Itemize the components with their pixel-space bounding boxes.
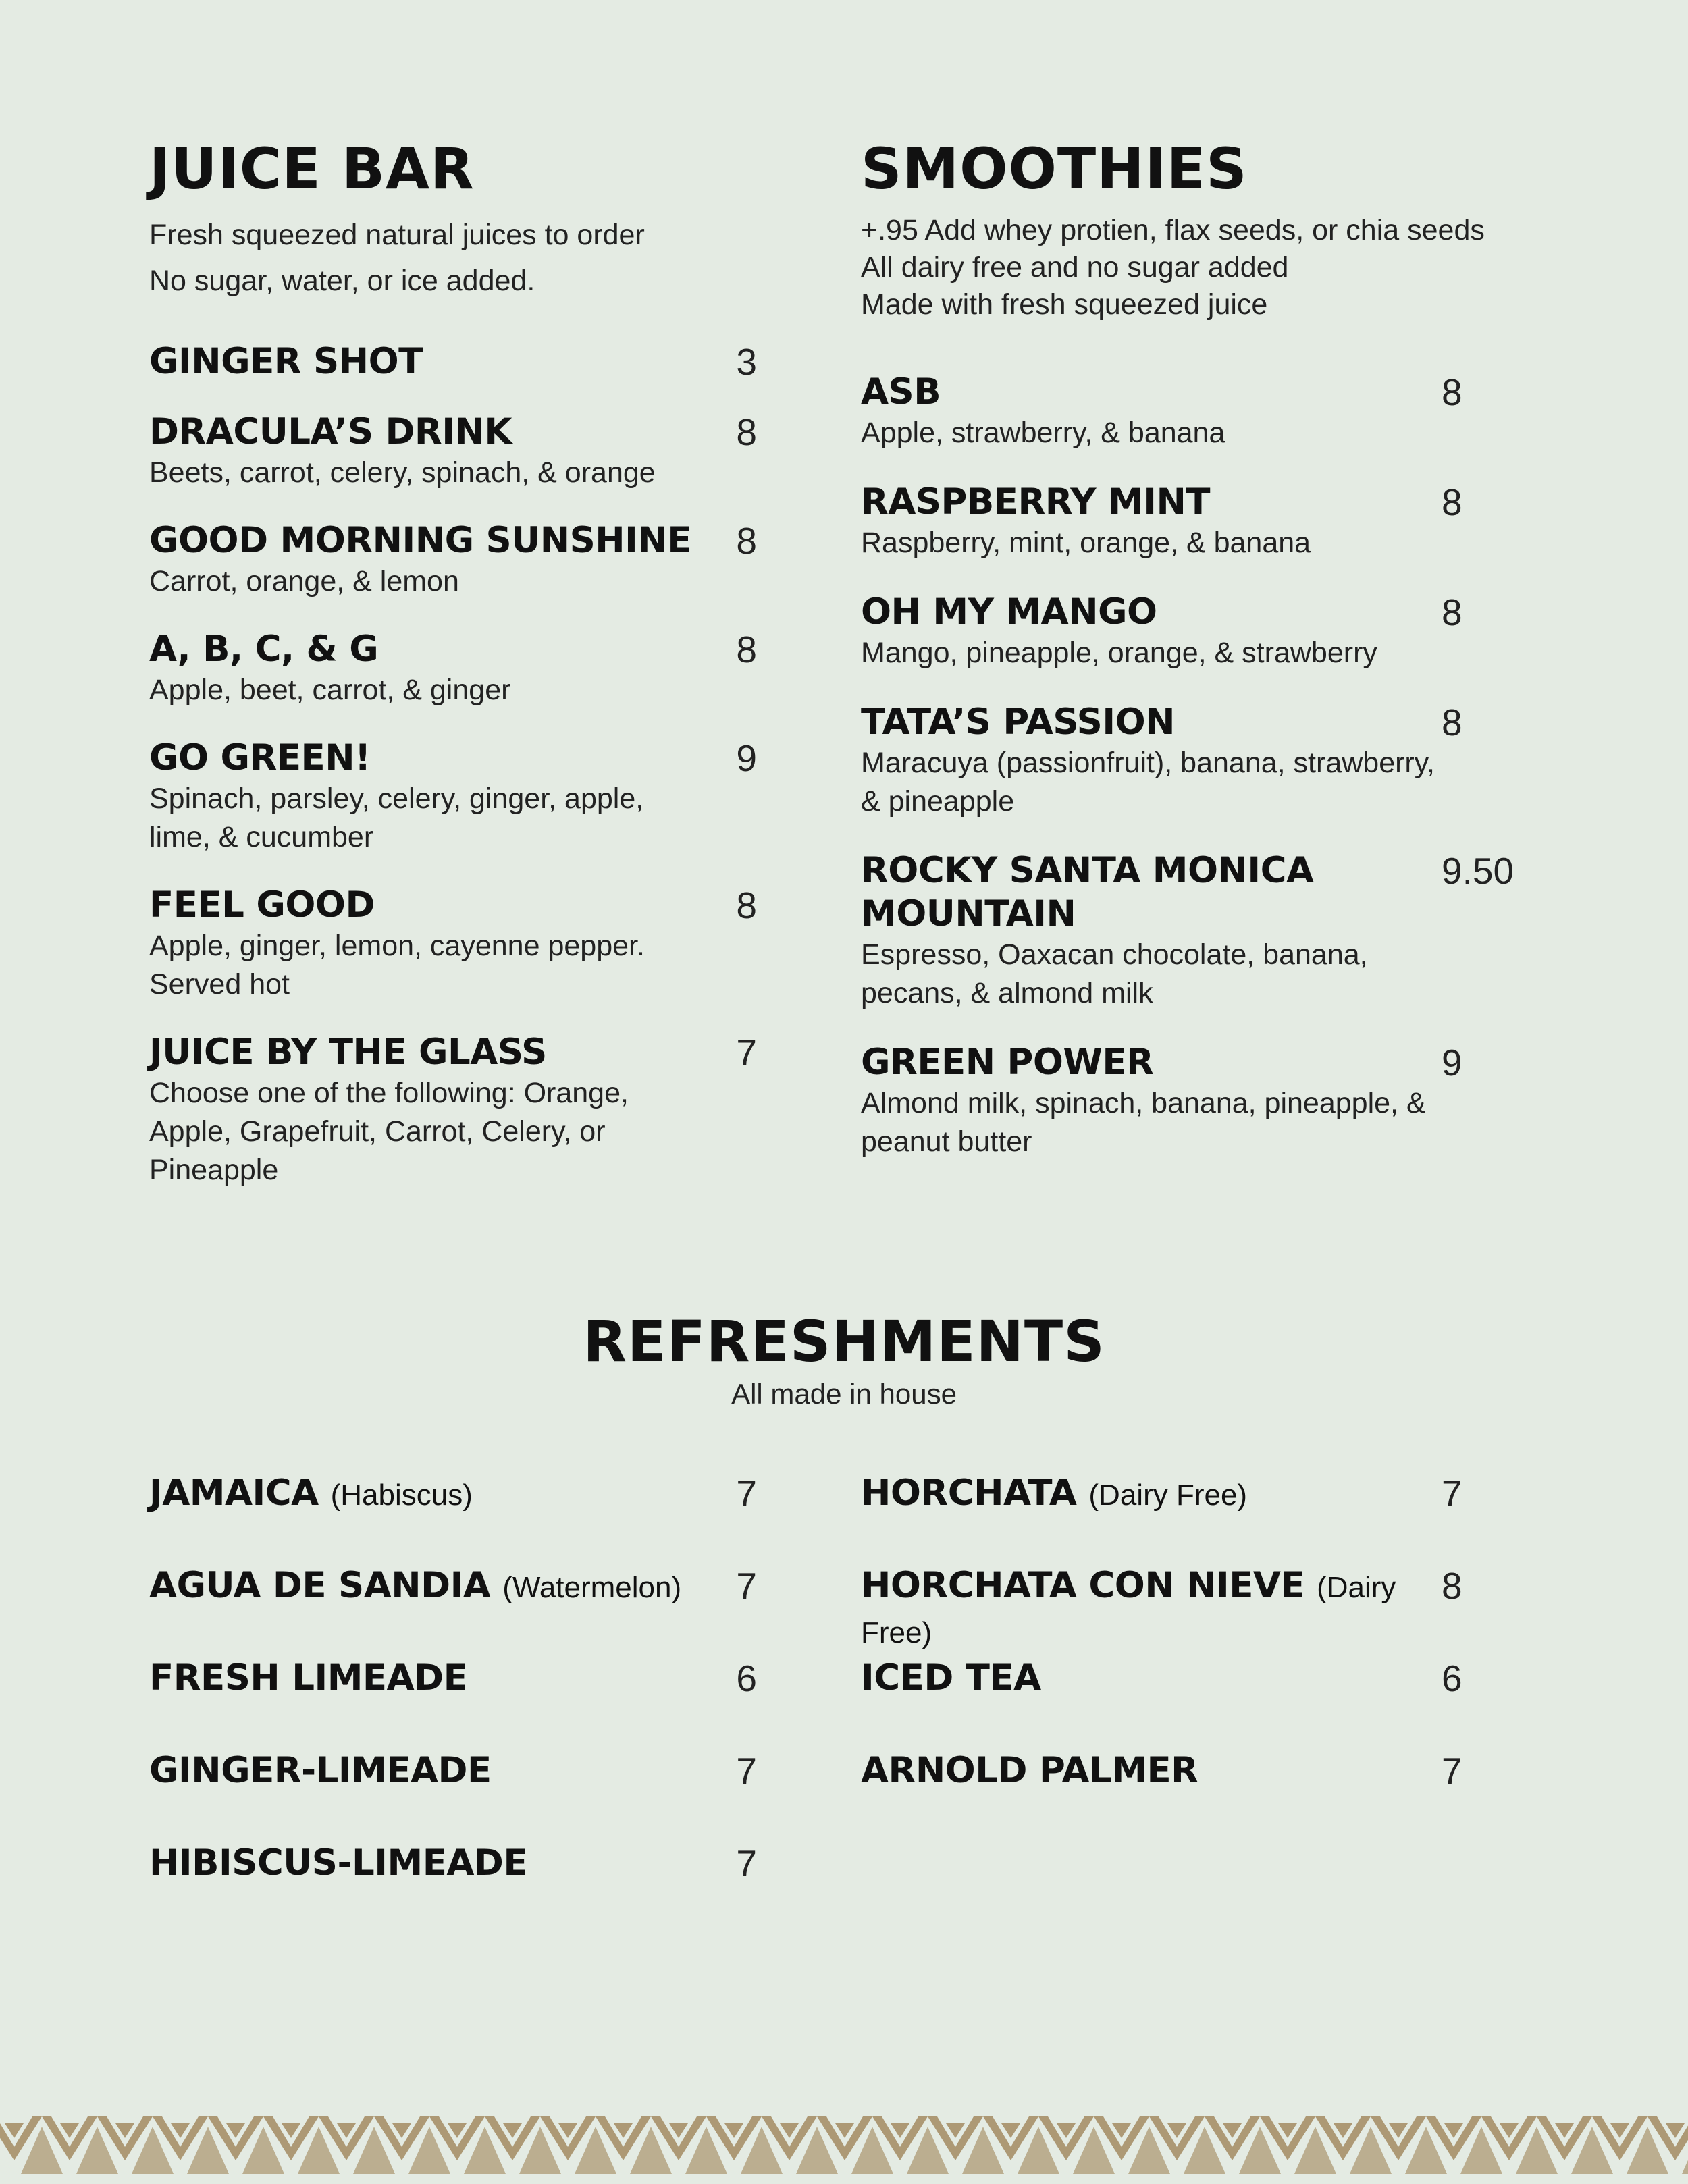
menu-item — [149, 1031, 757, 1190]
menu-item-price: 7 — [736, 1750, 757, 1792]
refreshments-subtitle: All made in house — [731, 1378, 957, 1410]
menu-item — [861, 849, 1536, 1013]
menu-item-name — [861, 1749, 1469, 1792]
menu-item — [861, 371, 1536, 452]
menu-item-description: Espresso, Oaxacan chocolate, banana, pecans, & almond milk — [861, 938, 1368, 1009]
menu-item-name-text: HORCHATA — [861, 1472, 1077, 1514]
menu-item-name — [149, 1472, 757, 1517]
menu-item-price: 3 — [736, 341, 757, 383]
menu-item-name — [149, 1657, 757, 1700]
menu-item-description: Apple, beet, carrot, & ginger — [149, 674, 511, 706]
menu-item — [149, 737, 757, 857]
juice-bar-subtitle-line: No sugar, water, or ice added. — [149, 265, 535, 297]
menu-item-price: 7 — [736, 1032, 757, 1073]
menu-item — [861, 1472, 1469, 1564]
menu-item — [861, 1041, 1536, 1161]
menu-item-name — [861, 1657, 1469, 1700]
refreshments-left-list — [149, 1472, 757, 1934]
menu-item-price: 8 — [736, 629, 757, 670]
menu-item-price: 8 — [736, 411, 757, 453]
menu-item-description: Spinach, parsley, celery, ginger, apple, lime, & cucumber — [149, 782, 644, 853]
menu-item-description: Carrot, orange, & lemon — [149, 565, 459, 597]
menu-item-name: ASB — [861, 371, 941, 412]
juice-bar-section — [149, 136, 757, 1217]
decorative-triangle-border — [0, 2103, 1688, 2184]
menu-item-price: 8 — [736, 520, 757, 562]
menu-item-name: GOOD MORNING SUNSHINE — [149, 520, 691, 561]
menu-item-price: 7 — [736, 1472, 757, 1514]
juice-bar-subtitle-line: Fresh squeezed natural juices to order — [149, 219, 645, 251]
juice-bar-title: JUICE BAR — [149, 136, 475, 202]
menu-item-price: 9 — [1442, 1042, 1462, 1084]
menu-item-price: 6 — [736, 1657, 757, 1699]
menu-item-description: Choose one of the following: Orange, Apple, Grapefruit, Carrot, Celery, or Pineapple — [149, 1077, 629, 1186]
menu-item — [149, 340, 757, 383]
smoothies-items — [861, 371, 1536, 1161]
menu-item-price: 7 — [1442, 1472, 1462, 1514]
menu-item-price: 8 — [1442, 701, 1462, 743]
menu-item-name — [861, 1564, 1469, 1655]
menu-item-name — [149, 1564, 757, 1609]
refreshments-header — [0, 1308, 1688, 1412]
menu-item-name-text: AGUA DE SANDIA — [149, 1565, 491, 1606]
menu-item-description: Mango, pineapple, orange, & strawberry — [861, 637, 1377, 669]
menu-item-name-text: HORCHATA CON NIEVE — [861, 1565, 1305, 1606]
refreshments-right-list — [861, 1472, 1469, 1842]
menu-item — [149, 884, 757, 1004]
menu-item-price: 6 — [1442, 1657, 1462, 1699]
menu-item-description: Beets, carrot, celery, spinach, & orange — [149, 456, 656, 489]
menu-item-price: 8 — [736, 884, 757, 926]
juice-bar-items — [149, 340, 757, 1190]
menu-item-price: 7 — [1442, 1750, 1462, 1792]
menu-item-name: GINGER SHOT — [149, 341, 423, 382]
menu-item-name — [149, 1842, 757, 1885]
menu-item-name: OH MY MANGO — [861, 591, 1157, 633]
menu-item-description: Almond milk, spinach, banana, pineapple, & peanut butter — [861, 1087, 1426, 1158]
menu-item-price: 8 — [1442, 371, 1462, 413]
menu-item-description: Apple, ginger, lemon, cayenne pepper. Served hot — [149, 930, 645, 1001]
menu-item-price: 8 — [1442, 591, 1462, 633]
menu-item-description: Raspberry, mint, orange, & banana — [861, 527, 1311, 559]
juice-bar-subtitle — [149, 212, 757, 304]
menu-item-name — [149, 1749, 757, 1792]
menu-item-name-text: ARNOLD PALMER — [861, 1750, 1198, 1791]
menu-item-name: FEEL GOOD — [149, 884, 375, 926]
menu-item — [861, 591, 1536, 672]
refreshments-title: REFRESHMENTS — [583, 1308, 1105, 1375]
menu-item-name: JUICE BY THE GLASS — [149, 1032, 547, 1073]
menu-item — [149, 410, 757, 492]
menu-item-name-text: GINGER-LIMEADE — [149, 1750, 492, 1791]
menu-item-name — [861, 1472, 1469, 1517]
menu-item-name-text: FRESH LIMEADE — [149, 1657, 468, 1699]
menu-item — [149, 1472, 757, 1564]
menu-item — [861, 481, 1536, 562]
menu-item-price: 7 — [736, 1842, 757, 1884]
smoothies-subtitle-line: +.95 Add whey protien, flax seeds, or chia seeds — [861, 214, 1485, 246]
menu-item-description: Apple, strawberry, & banana — [861, 417, 1225, 449]
menu-item — [149, 1657, 757, 1749]
menu-item-note: (Habiscus) — [330, 1479, 473, 1512]
menu-item-name: ROCKY SANTA MONICA MOUNTAIN — [861, 850, 1314, 934]
menu-item — [861, 1749, 1469, 1842]
menu-item — [149, 1842, 757, 1934]
smoothies-subtitle-line: Made with fresh squeezed juice — [861, 288, 1268, 321]
menu-item-note: (Dairy Free) — [1088, 1479, 1248, 1512]
smoothies-subtitle-line: All dairy free and no sugar added — [861, 251, 1289, 284]
menu-item-name: GREEN POWER — [861, 1042, 1154, 1083]
menu-item-name: GO GREEN! — [149, 737, 371, 778]
smoothies-title: SMOOTHIES — [861, 136, 1248, 202]
menu-item-name: DRACULA’S DRINK — [149, 411, 512, 452]
menu-item-name-text: ICED TEA — [861, 1657, 1041, 1699]
smoothies-subtitle — [861, 212, 1536, 323]
menu-item-note: (Dairy Free) — [861, 1571, 1396, 1649]
menu-item — [861, 701, 1536, 821]
menu-item-price: 8 — [1442, 481, 1462, 523]
menu-item-price: 8 — [1442, 1565, 1462, 1607]
menu-item-name-text: JAMAICA — [149, 1472, 319, 1514]
menu-item — [861, 1657, 1469, 1749]
menu-item — [149, 1564, 757, 1657]
menu-item — [149, 519, 757, 601]
menu-item — [861, 1564, 1469, 1657]
menu-item-price: 9.50 — [1442, 850, 1514, 892]
menu-item-price: 7 — [736, 1565, 757, 1607]
menu-item-note: (Watermelon) — [502, 1571, 682, 1604]
smoothies-section — [861, 136, 1536, 1190]
menu-item — [149, 628, 757, 710]
menu-item-price: 9 — [736, 737, 757, 779]
menu-item-name-text: HIBISCUS-LIMEADE — [149, 1842, 528, 1884]
menu-item-name: RASPBERRY MINT — [861, 481, 1210, 523]
menu-item-description: Maracuya (passionfruit), banana, strawberry, & pineapple — [861, 747, 1435, 818]
menu-item-name: A, B, C, & G — [149, 629, 379, 670]
menu-item-name: TATA’S PASSION — [861, 701, 1175, 743]
menu-item — [149, 1749, 757, 1842]
